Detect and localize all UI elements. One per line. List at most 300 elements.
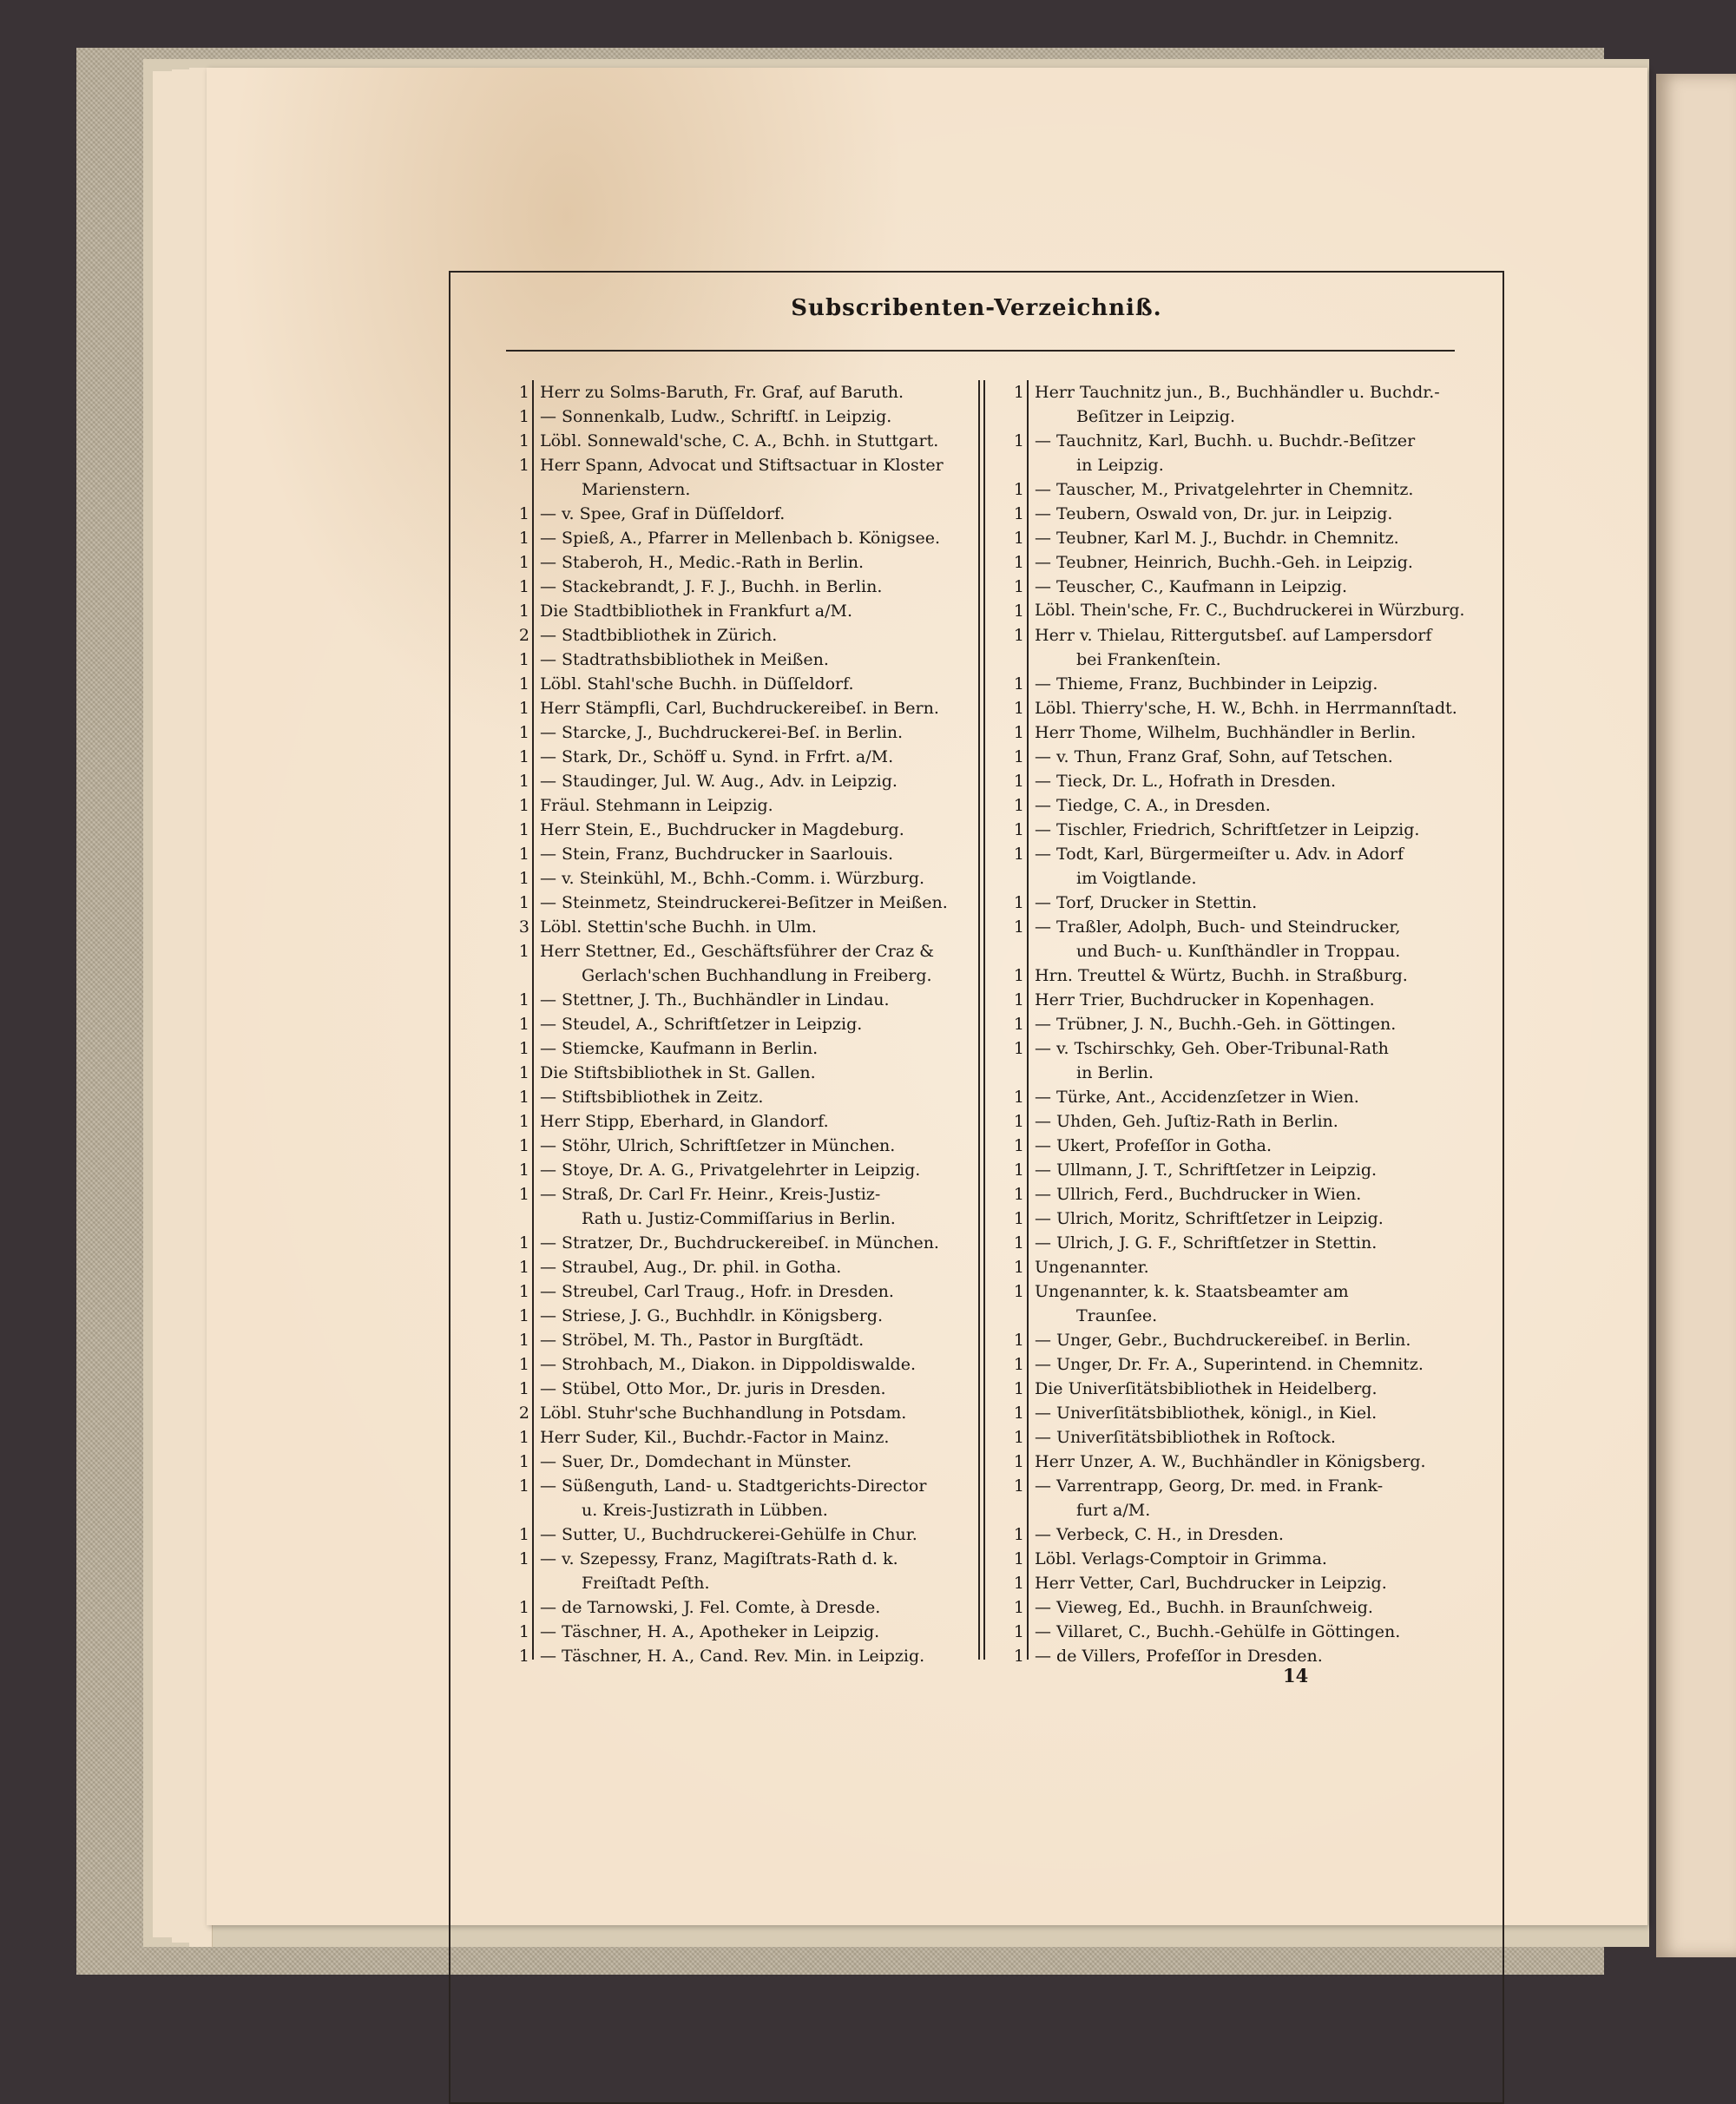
copies-count: 1 [1013, 1112, 1024, 1131]
subscriber-text: Löbl. Stahl'sche Buchh. in Düſſeldorf. [540, 674, 854, 694]
copies-count: 1 [518, 1452, 529, 1471]
copies-count: 1 [518, 1282, 529, 1301]
copies-count: 1 [1013, 966, 1024, 985]
copies-count: 2 [518, 1404, 529, 1423]
subscriber-entry [1007, 1061, 1476, 1085]
subscriber-entry [1007, 1255, 1476, 1279]
subscriber-entry [512, 1401, 981, 1425]
copies-count: 1 [1013, 1233, 1024, 1253]
subscriber-text: — Ulrich, Moritz, Schriftſetzer in Leipzig. [1035, 1209, 1384, 1228]
copies-count: 1 [518, 383, 529, 402]
subscriber-text: Herr Unzer, A. W., Buchhändler in Königsberg. [1035, 1452, 1426, 1471]
subscriber-text: im Voigtlande. [1076, 869, 1197, 888]
subscriber-entry [1007, 1620, 1476, 1644]
subscriber-entry [512, 477, 981, 502]
copies-count: 1 [1013, 1282, 1024, 1301]
subscriber-entry [1007, 429, 1476, 453]
copies-count: 1 [518, 796, 529, 815]
subscriber-text: — Stadtrathsbibliothek in Meißen. [540, 650, 829, 669]
subscriber-text: — v. Steinkühl, M., Bchh.-Comm. i. Würzburg. [540, 869, 925, 888]
subscriber-text: Herr Thome, Wilhelm, Buchhändler in Berlin. [1035, 723, 1417, 742]
subscriber-text: — Teubner, Heinrich, Buchh.-Geh. in Leipzig. [1035, 553, 1413, 572]
subscriber-text: — Ullmann, J. T., Schriftſetzer in Leipzig. [1035, 1160, 1378, 1180]
copies-count: 1 [518, 577, 529, 596]
copies-count: 1 [1013, 383, 1024, 402]
subscriber-text: — Ullrich, Ferd., Buchdrucker in Wien. [1035, 1185, 1362, 1204]
subscriber-text: — Tischler, Friedrich, Schriftſetzer in Leipzig. [1035, 820, 1420, 839]
copies-count: 1 [518, 529, 529, 548]
subscriber-entry [1007, 672, 1476, 696]
subscriber-entry [512, 526, 981, 550]
subscriber-entry [512, 429, 981, 453]
subscriber-entry [1007, 648, 1476, 672]
subscriber-text: — de Villers, Profeſſor in Dresden. [1035, 1647, 1323, 1666]
subscriber-text: — Starcke, J., Buchdruckerei-Beſ. in Berlin. [540, 723, 904, 742]
subscriber-entry [512, 623, 981, 648]
subscriber-entry [512, 1425, 981, 1450]
subscriber-text: — Sonnenkalb, Ludw., Schriftſ. in Leipzig. [540, 407, 892, 426]
copies-count: 1 [1013, 504, 1024, 523]
subscriber-text: — Straubel, Aug., Dr. phil. in Gotha. [540, 1258, 842, 1277]
copies-count: 1 [1013, 1622, 1024, 1641]
copies-count: 1 [518, 1525, 529, 1544]
copies-count: 1 [518, 893, 529, 912]
subscriber-entry [512, 1182, 981, 1207]
subscriber-entry [1007, 1279, 1476, 1304]
copies-count: 1 [518, 1598, 529, 1617]
subscriber-entry [1007, 502, 1476, 526]
subscriber-entry [512, 1522, 981, 1547]
subscriber-entry [512, 1085, 981, 1109]
copies-count: 1 [1013, 1428, 1024, 1447]
column-divider [983, 380, 985, 1660]
subscriber-text: Hrn. Treuttel & Würtz, Buchh. in Straßburg. [1035, 966, 1408, 985]
copies-count: 1 [1013, 1647, 1024, 1666]
copies-count: 1 [518, 1306, 529, 1325]
subscriber-text: — Stettner, J. Th., Buchhändler in Lindau. [540, 990, 890, 1009]
subscriber-text: Herr Suder, Kil., Buchdr.-Factor in Mainz. [540, 1428, 890, 1447]
subscriber-entry [1007, 1328, 1476, 1352]
copies-count: 1 [518, 1476, 529, 1496]
copies-count: 2 [518, 626, 529, 645]
subscriber-text: Fräul. Stehmann in Leipzig. [540, 796, 773, 815]
copies-count: 1 [1013, 893, 1024, 912]
copies-count: 1 [1013, 723, 1024, 742]
copies-count: 3 [518, 917, 529, 937]
subscriber-text: — Stübel, Otto Mor., Dr. juris in Dresden. [540, 1379, 886, 1398]
copies-count: 1 [1013, 431, 1024, 450]
subscriber-entry [512, 915, 981, 939]
subscriber-text: — Suer, Dr., Domdechant in Münster. [540, 1452, 852, 1471]
subscriber-entry [1007, 988, 1476, 1012]
subscriber-text: — Vieweg, Ed., Buchh. in Braunſchweig. [1035, 1598, 1373, 1617]
subscriber-text: Löbl. Thein'sche, Fr. C., Buchdruckerei in Würzburg. [1035, 602, 1465, 620]
subscriber-text: — Täschner, H. A., Apotheker in Leipzig. [540, 1622, 880, 1641]
copies-count: 1 [518, 504, 529, 523]
copies-count: 1 [518, 820, 529, 839]
subscriber-entry [1007, 842, 1476, 866]
subscriber-text: Marienstern. [582, 480, 691, 499]
copies-count: 1 [1013, 845, 1024, 864]
subscriber-text: — de Tarnowski, J. Fel. Comte, à Dresde. [540, 1598, 881, 1617]
subscriber-text: — Stadtbibliothek in Zürich. [540, 626, 778, 645]
facing-page [1656, 74, 1736, 1957]
subscriber-text: — Staberoh, H., Medic.-Rath in Berlin. [540, 553, 865, 572]
subscriber-text: — Sutter, U., Buchdruckerei-Gehülfe in Chur. [540, 1525, 917, 1544]
subscriber-entry [1007, 1304, 1476, 1328]
subscriber-entry [1007, 526, 1476, 550]
copies-count: 1 [518, 772, 529, 791]
subscriber-entry [1007, 1134, 1476, 1158]
subscriber-text: — Teubner, Karl M. J., Buchdr. in Chemnitz. [1035, 529, 1399, 548]
copies-count: 1 [1013, 699, 1024, 718]
copies-count: 1 [518, 1185, 529, 1204]
subscriber-text: — Süßenguth, Land- u. Stadtgerichts-Director [540, 1476, 927, 1496]
subscriber-text: Herr Stämpfli, Carl, Buchdruckereibeſ. in Bern. [540, 699, 939, 718]
subscriber-text: Löbl. Sonnewald'sche, C. A., Bchh. in Stuttgart. [540, 431, 939, 450]
subscriber-entry [1007, 1207, 1476, 1231]
copies-count: 1 [518, 456, 529, 475]
copies-count: 1 [518, 431, 529, 450]
subscriber-entry [1007, 745, 1476, 769]
copies-count: 1 [1013, 1476, 1024, 1496]
subscriber-entry [1007, 1474, 1476, 1498]
subscriber-entry [512, 1012, 981, 1036]
subscriber-text: — Varrentrapp, Georg, Dr. med. in Frank- [1035, 1476, 1384, 1496]
subscriber-text: — Steudel, A., Schriftſetzer in Leipzig. [540, 1015, 863, 1034]
subscriber-entry [1007, 477, 1476, 502]
copies-count: 1 [1013, 1355, 1024, 1374]
subscriber-text: Ungenannter, k. k. Staatsbeamter am [1035, 1282, 1349, 1301]
subscriber-entry [1007, 453, 1476, 477]
subscriber-entry [512, 1255, 981, 1279]
copies-count: 1 [1013, 1088, 1024, 1107]
subscriber-entry [512, 842, 981, 866]
subscriber-entry [512, 1304, 981, 1328]
copies-count: 1 [518, 1258, 529, 1277]
subscriber-entry [1007, 1109, 1476, 1134]
subscriber-text: — v. Thun, Franz Graf, Sohn, auf Tetschen. [1035, 747, 1393, 766]
copies-count: 1 [518, 1647, 529, 1666]
subscriber-text: — Todt, Karl, Bürgermeiſter u. Adv. in Adorf [1035, 845, 1404, 864]
subscriber-entry [1007, 769, 1476, 793]
copies-count: 1 [1013, 796, 1024, 815]
copies-count: 1 [1013, 553, 1024, 572]
subscriber-text: furt a/M. [1076, 1501, 1151, 1520]
subscriber-entry [512, 1498, 981, 1522]
subscriber-entry [512, 745, 981, 769]
copies-count: 1 [1013, 1574, 1024, 1593]
copies-count: 1 [1013, 917, 1024, 937]
subscriber-text: — v. Tschirschky, Geh. Ober-Tribunal-Rath [1035, 1039, 1389, 1058]
subscriber-text: — Traßler, Adolph, Buch- und Steindrucker, [1035, 917, 1401, 937]
subscriber-text: — Strohbach, M., Diakon. in Dippoldiswalde. [540, 1355, 916, 1374]
subscriber-entry [512, 696, 981, 720]
copies-count: 1 [518, 650, 529, 669]
subscriber-text: — Steinmetz, Steindruckerei-Beſitzer in Meißen. [540, 893, 948, 912]
copies-count: 1 [518, 1039, 529, 1058]
subscriber-text: — Teubern, Oswald von, Dr. jur. in Leipzig. [1035, 504, 1393, 523]
copies-count: 1 [1013, 1525, 1024, 1544]
subscriber-entry [1007, 1595, 1476, 1620]
subscriber-entry [512, 866, 981, 891]
subscriber-text: Herr Spann, Advocat und Stiftsactuar in Kloster [540, 456, 944, 475]
subscriber-entry [512, 818, 981, 842]
subscriber-text: Herr Tauchnitz jun., B., Buchhändler u. Buchdr.- [1035, 383, 1440, 402]
subscriber-text: — Tieck, Dr. L., Hofrath in Dresden. [1035, 772, 1337, 791]
subscriber-text: — v. Spee, Graf in Düſſeldorf. [540, 504, 786, 523]
page-number: 14 [1283, 1665, 1309, 1686]
subscriber-entry [1007, 1231, 1476, 1255]
copies-count: 1 [518, 1331, 529, 1350]
subscriber-entry [1007, 963, 1476, 988]
subscriber-text: — Stöhr, Ulrich, Schriftſetzer in München. [540, 1136, 896, 1155]
subscriber-text: — Straß, Dr. Carl Fr. Heinr., Kreis-Justiz- [540, 1185, 881, 1204]
subscriber-entry [1007, 1450, 1476, 1474]
subscriber-entry [512, 575, 981, 599]
copies-count: 1 [1013, 1331, 1024, 1350]
subscriber-text: Rath u. Justiz-Commiſſarius in Berlin. [582, 1209, 896, 1228]
subscriber-entry [512, 1158, 981, 1182]
subscriber-entry [512, 1328, 981, 1352]
subscriber-entry [1007, 1352, 1476, 1377]
subscriber-entry [1007, 1085, 1476, 1109]
subscriber-text: bei Frankenſtein. [1076, 650, 1221, 669]
subscriber-entry [512, 1377, 981, 1401]
subscriber-text: — Stiftsbibliothek in Zeitz. [540, 1088, 764, 1107]
subscriber-text: — Stoye, Dr. A. G., Privatgelehrter in Leipzig. [540, 1160, 921, 1180]
copies-count: 1 [518, 1063, 529, 1082]
subscriber-entry [512, 1134, 981, 1158]
subscriber-entry [512, 769, 981, 793]
subscriber-entry [512, 1595, 981, 1620]
subscriber-text: — Trübner, J. N., Buchh.-Geh. in Göttingen. [1035, 1015, 1397, 1034]
subscriber-text: Beſitzer in Leipzig. [1076, 407, 1236, 426]
subscriber-text: — Tauchnitz, Karl, Buchh. u. Buchdr.-Beſitzer [1035, 431, 1416, 450]
copies-count: 1 [1013, 674, 1024, 694]
subscriber-entry [512, 1109, 981, 1134]
copies-count: 1 [518, 1015, 529, 1034]
subscriber-text: und Buch- u. Kunſthändler in Troppau. [1076, 942, 1401, 961]
copies-count: 1 [518, 1112, 529, 1131]
subscriber-entry [1007, 599, 1476, 623]
subscriber-entry [512, 793, 981, 818]
copies-count: 1 [1013, 772, 1024, 791]
subscriber-entry [1007, 891, 1476, 915]
copies-count: 1 [518, 1160, 529, 1180]
subscriber-entry [512, 891, 981, 915]
copies-count: 1 [518, 1233, 529, 1253]
subscriber-entry [512, 648, 981, 672]
subscriber-entry [512, 599, 981, 623]
copies-count: 1 [1013, 1136, 1024, 1155]
subscriber-text: — Streubel, Carl Traug., Hofr. in Dresden. [540, 1282, 894, 1301]
subscriber-text: — Unger, Gebr., Buchdruckereibeſ. in Berlin. [1035, 1331, 1411, 1350]
subscriber-entry [1007, 1158, 1476, 1182]
subscriber-entry [1007, 1498, 1476, 1522]
subscriber-entry [1007, 623, 1476, 648]
copies-count: 1 [518, 990, 529, 1009]
subscriber-entry [512, 1571, 981, 1595]
subscriber-text: — Tiedge, C. A., in Dresden. [1035, 796, 1271, 815]
subscriber-text: — Striese, J. G., Buchhdlr. in Königsberg. [540, 1306, 884, 1325]
subscriber-text: — Univerſitätsbibliothek in Roſtock. [1035, 1428, 1336, 1447]
copies-count: 1 [1013, 1598, 1024, 1617]
copies-count: 1 [1013, 577, 1024, 596]
subscriber-text: — Thieme, Franz, Buchbinder in Leipzig. [1035, 674, 1378, 694]
subscriber-text: — Tauscher, M., Privatgelehrter in Chemnitz. [1035, 480, 1414, 499]
right-column [1007, 380, 1476, 1668]
subscriber-entry [1007, 1182, 1476, 1207]
subscriber-text: Ungenannter. [1035, 1258, 1149, 1277]
subscriber-entry [512, 939, 981, 963]
subscriber-text: in Berlin. [1076, 1063, 1154, 1082]
subscriber-text: — Ukert, Profeſſor in Gotha. [1035, 1136, 1272, 1155]
subscriber-text: Herr Stipp, Eberhard, in Glandorf. [540, 1112, 829, 1131]
subscriber-text: Herr Trier, Buchdrucker in Kopenhagen. [1035, 990, 1375, 1009]
subscriber-entry [512, 453, 981, 477]
subscriber-text: — Univerſitätsbibliothek, königl., in Kiel. [1035, 1404, 1378, 1423]
subscriber-entry [512, 1644, 981, 1668]
subscriber-text: — Stein, Franz, Buchdrucker in Saarlouis. [540, 845, 894, 864]
subscriber-text: — Verbeck, C. H., in Dresden. [1035, 1525, 1284, 1544]
copies-count: 1 [518, 1136, 529, 1155]
subscriber-text: Herr Vetter, Carl, Buchdrucker in Leipzig. [1035, 1574, 1387, 1593]
copies-count: 1 [1013, 747, 1024, 766]
copies-count: 1 [518, 942, 529, 961]
copies-count: 1 [518, 699, 529, 718]
subscriber-text: — Uhden, Geh. Juſtiz-Rath in Berlin. [1035, 1112, 1338, 1131]
subscriber-text: Herr zu Solms-Baruth, Fr. Graf, auf Baruth. [540, 383, 904, 402]
copies-count: 1 [518, 1428, 529, 1447]
subscriber-entry [1007, 793, 1476, 818]
copies-count: 1 [518, 674, 529, 694]
subscriber-entry [1007, 575, 1476, 599]
copies-count: 1 [518, 747, 529, 766]
subscriber-entry [1007, 1522, 1476, 1547]
subscriber-text: — Teuscher, C., Kaufmann in Leipzig. [1035, 577, 1348, 596]
copies-count: 1 [518, 723, 529, 742]
subscriber-text: in Leipzig. [1076, 456, 1164, 475]
subscriber-text: — Torf, Drucker in Stettin. [1035, 893, 1258, 912]
subscriber-text: — Spieß, A., Pfarrer in Mellenbach b. Königsee. [540, 529, 941, 548]
copies-count: 1 [518, 1549, 529, 1568]
copies-count: 1 [518, 553, 529, 572]
copies-count: 1 [518, 1379, 529, 1398]
subscriber-entry [512, 1547, 981, 1571]
subscriber-text: — Unger, Dr. Fr. A., Superintend. in Chemnitz. [1035, 1355, 1424, 1374]
subscriber-text: Die Stiftsbibliothek in St. Gallen. [540, 1063, 816, 1082]
copies-count: 1 [1013, 602, 1024, 621]
subscriber-text: Gerlach'schen Buchhandlung in Freiberg. [582, 966, 932, 985]
copies-count: 1 [518, 1355, 529, 1374]
subscriber-text: Herr Stein, E., Buchdrucker in Magdeburg. [540, 820, 904, 839]
subscriber-text: — Ströbel, M. Th., Pastor in Burgſtädt. [540, 1331, 865, 1350]
subscriber-entry [1007, 1547, 1476, 1571]
subscriber-entry [512, 404, 981, 429]
copies-count: 1 [1013, 990, 1024, 1009]
copies-count: 1 [1013, 1160, 1024, 1180]
subscriber-entry [1007, 404, 1476, 429]
subscriber-entry [512, 1450, 981, 1474]
subscriber-entry [1007, 720, 1476, 745]
subscriber-text: Löbl. Stettin'sche Buchh. in Ulm. [540, 917, 817, 937]
subscriber-text: — Villaret, C., Buchh.-Gehülfe in Göttingen. [1035, 1622, 1401, 1641]
copies-count: 1 [1013, 1258, 1024, 1277]
subscriber-entry [1007, 1036, 1476, 1061]
subscriber-text: — Türke, Ant., Accidenzſetzer in Wien. [1035, 1088, 1359, 1107]
subscriber-text: Freiſtadt Peſth. [582, 1574, 710, 1593]
subscriber-entry [1007, 915, 1476, 939]
subscriber-text: Löbl. Thierry'sche, H. W., Bchh. in Herrmannſtadt. [1035, 699, 1457, 718]
subscriber-text: — Stark, Dr., Schöff u. Synd. in Frfrt. a/M. [540, 747, 894, 766]
subscriber-entry [1007, 1425, 1476, 1450]
subscriber-text: Löbl. Stuhr'sche Buchhandlung in Potsdam. [540, 1404, 907, 1423]
subscriber-entry [512, 1620, 981, 1644]
subscriber-entry [512, 1352, 981, 1377]
subscriber-entry [512, 1279, 981, 1304]
copies-count: 1 [1013, 1549, 1024, 1568]
copies-count: 1 [518, 602, 529, 621]
subscriber-text: — v. Szepessy, Franz, Magiſtrats-Rath d. k. [540, 1549, 898, 1568]
copies-count: 1 [1013, 480, 1024, 499]
copies-count: 1 [518, 1622, 529, 1641]
copies-count: 1 [518, 845, 529, 864]
copies-count: 1 [1013, 1379, 1024, 1398]
subscriber-entry [512, 1036, 981, 1061]
subscriber-entry [1007, 1644, 1476, 1668]
subscriber-entry [1007, 1377, 1476, 1401]
subscriber-text: Traunſee. [1076, 1306, 1158, 1325]
subscriber-text: — Stratzer, Dr., Buchdruckereibeſ. in München. [540, 1233, 939, 1253]
subscriber-entry [1007, 818, 1476, 842]
subscriber-entry [1007, 939, 1476, 963]
subscriber-entry [1007, 1571, 1476, 1595]
subscriber-entry [1007, 1401, 1476, 1425]
subscriber-text: Die Univerſitätsbibliothek in Heidelberg. [1035, 1379, 1378, 1398]
copies-count: 1 [1013, 626, 1024, 645]
subscriber-entry [512, 550, 981, 575]
subscriber-entry [512, 988, 981, 1012]
copies-count: 1 [1013, 1404, 1024, 1423]
subscriber-entry [1007, 1012, 1476, 1036]
copies-count: 1 [518, 407, 529, 426]
subscriber-text: — Stiemcke, Kaufmann in Berlin. [540, 1039, 819, 1058]
subscriber-text: — Täschner, H. A., Cand. Rev. Min. in Leipzig. [540, 1647, 925, 1666]
subscriber-entry [512, 502, 981, 526]
copies-count: 1 [1013, 820, 1024, 839]
subscriber-entry [512, 963, 981, 988]
title-rule [506, 350, 1455, 352]
subscriber-entry [512, 1231, 981, 1255]
subscriber-entry [1007, 550, 1476, 575]
copies-count: 1 [1013, 529, 1024, 548]
subscriber-text: Herr v. Thielau, Rittergutsbeſ. auf Lampersdorf [1035, 626, 1432, 645]
subscriber-entry [512, 1474, 981, 1498]
subscriber-entry [1007, 696, 1476, 720]
copies-count: 1 [1013, 1015, 1024, 1034]
copies-count: 1 [518, 1088, 529, 1107]
subscriber-text: u. Kreis-Justizrath in Lübben. [582, 1501, 828, 1520]
copies-count: 1 [1013, 1209, 1024, 1228]
subscriber-entry [1007, 866, 1476, 891]
subscriber-text: Herr Stettner, Ed., Geschäftsführer der Craz & [540, 942, 935, 961]
subscriber-text: — Staudinger, Jul. W. Aug., Adv. in Leipzig. [540, 772, 898, 791]
copies-count: 1 [1013, 1039, 1024, 1058]
subscriber-entry [512, 720, 981, 745]
copies-count: 1 [518, 869, 529, 888]
left-column [512, 380, 981, 1668]
